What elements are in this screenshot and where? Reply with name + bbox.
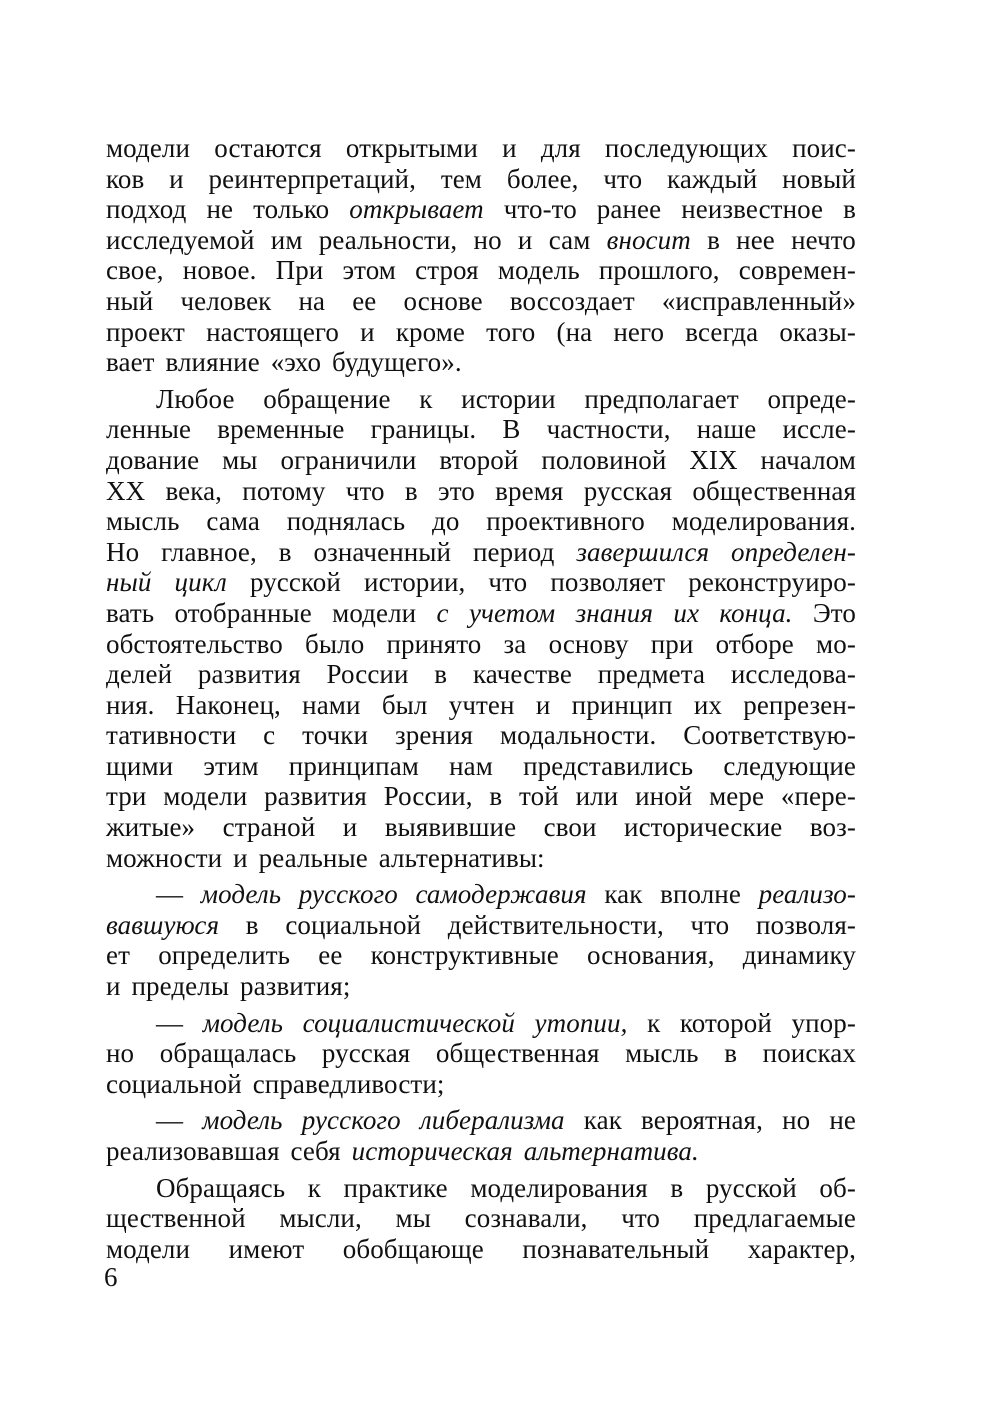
text-line: исследуемой им реальности, но и сам вносит в нее нечто	[106, 224, 856, 255]
text-line: свое, новое. При этом строя модель прошлого, современ-	[106, 255, 856, 286]
text-line: щественной мысли, мы сознавали, что предлагаемые	[106, 1203, 856, 1234]
text-line: XX века, потому что в это время русская общественная	[106, 475, 856, 506]
text-line: ный человек на ее основе воссоздает «исправленный»	[106, 285, 856, 316]
page-number: 6	[104, 1262, 118, 1292]
text-line: ния. Наконец, нами был учтен и принцип их репрезен-	[106, 689, 856, 720]
text-line: Но главное, в означенный период завершился определен-	[106, 536, 856, 567]
text-line: делей развития России в качестве предмета исследова-	[106, 659, 856, 690]
list-item-line: — модель русского самодержавия как вполне реализо-	[156, 879, 856, 910]
list-item-line: — модель социалистической утопии, к которой упор-	[156, 1007, 856, 1038]
text-line: тативности с точки зрения модальности. Соответствую-	[106, 720, 856, 751]
text-line: житые» страной и выявившие свои исторические воз-	[106, 812, 856, 843]
list-item-line: но обращалась русская общественная мысль в поисках	[106, 1038, 856, 1069]
list-item-line: реализовавшая себя историческая альтернатива.	[106, 1136, 699, 1166]
list-item-line: ет определить ее конструктивные основания, динамику	[106, 940, 856, 971]
text-line: щими этим принципам нам представились следующие	[106, 750, 856, 781]
list-item-line: социальной справедливости;	[106, 1068, 445, 1099]
list-item-line: — модель русского либерализма как вероятная, но не	[156, 1105, 856, 1136]
list-item-line: вавшуюся в социальной действительности, что позволя-	[106, 909, 856, 940]
text-line: три модели развития России, в той или иной мере «пере-	[106, 781, 856, 812]
text-line: ный цикл русской истории, что позволяет реконструиро-	[106, 567, 856, 598]
text-line: мысль сама поднялась до проективного моделирования.	[106, 506, 856, 537]
text-line: дование мы ограничили второй половиной XIX началом	[106, 444, 856, 475]
text-line: ленные временные границы. В частности, наше иссле-	[106, 414, 856, 445]
text-line: ков и реинтерпретаций, тем более, что каждый новый	[106, 163, 856, 194]
text-line: подход не только открывает что-то ранее неизвестное в	[106, 194, 856, 225]
text-line: вать отобранные модели с учетом знания их конца. Это	[106, 597, 856, 628]
text-line: Любое обращение к истории предполагает опреде-	[156, 383, 856, 414]
text-line: обстоятельство было принято за основу при отборе мо-	[106, 628, 856, 659]
text-line: Обращаясь к практике моделирования в русской об-	[156, 1172, 856, 1203]
body-text	[106, 133, 856, 1264]
text-line: модели остаются открытыми и для последующих поис-	[106, 133, 856, 163]
text-line: проект настоящего и кроме того (на него всегда оказы-	[106, 316, 856, 347]
text-line: модели имеют обобщающе познавательный характер,	[106, 1233, 856, 1264]
text-line: можности и реальные альтернативы:	[106, 842, 545, 873]
list-item-line: и пределы развития;	[106, 971, 351, 1002]
text-line: вает влияние «эхо будущего».	[106, 347, 462, 378]
